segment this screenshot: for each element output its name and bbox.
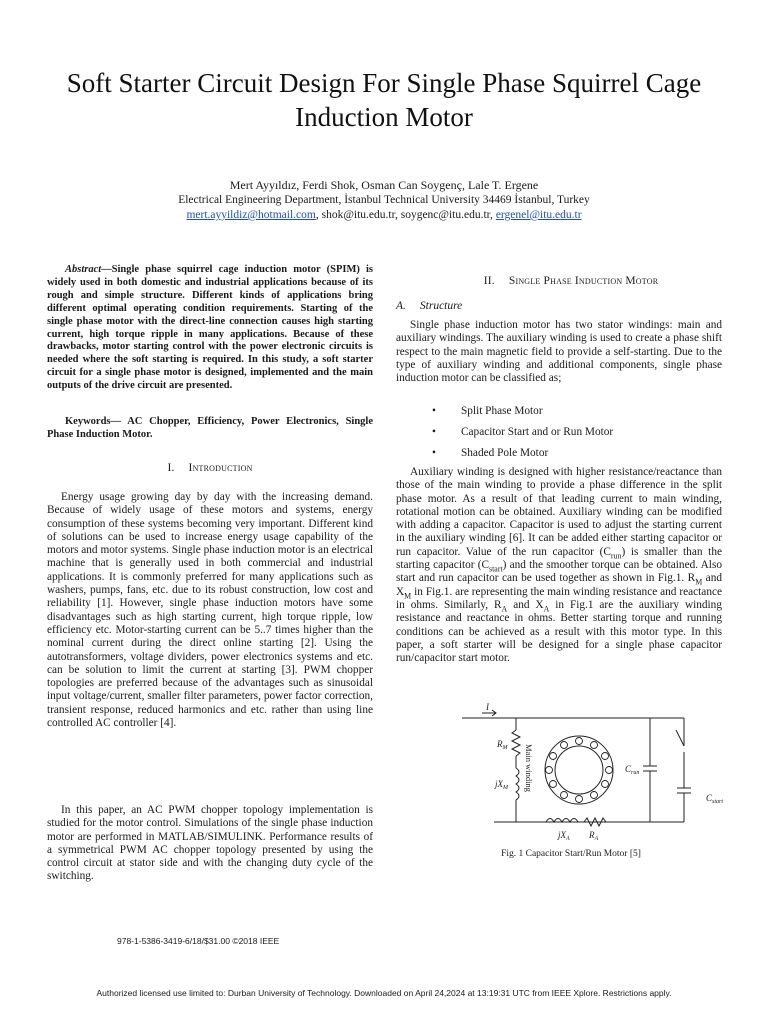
subsection-title: Structure [419,300,463,312]
subscript: A [501,604,508,614]
bullet-dot: • [432,426,436,438]
inductor-xa [546,819,578,823]
email-link-ayyildiz[interactable]: mert.ayyildiz@hotmail.com [186,209,316,221]
centrifugal-switch [676,730,684,746]
para-text: ) is smaller than the starting capacitor (C [396,545,722,572]
section-title: Introduction [188,462,253,474]
subscript: M [695,577,703,587]
intro-paragraph-1: Energy usage growing day by day with the increasing demand. Because of widely usage of these motors and systems, energy consumption of these systems becoming very important. Different kind of solutions can be used to increase energy usage capability of the motors and motor systems. Single phase induction motor is an electrical machine that is generally used in both commercial and industrial applications. It is commonly preferred for many applications such as washers, pumps, fans, etc. due to its robust construction, low cost and reliability [1]. However, single phase induction motors have some disadvantages such as high starting current, high torque ripple, low efficiency etc. Motor-starting current can be 5..7 times higher than the nominal current during the direct online starting [2]. Using the autotransformers, voltage dividers, power electronics systems and etc. can be solution to limit the current at starting [3]. PWM chopper topologies are preferred because of the advantages such as sinusoidal input voltage/current, smaller filter parameters, power factor correction, transient response, reduced harmonics and etc. rather than using line controlled AC controller [4]. [47,491,373,730]
para-text: Auxiliary winding is designed with higher resistance/reactance than those of the main winding to provide a phase difference in the split phase motor. As a result of that leading current to main winding, rotational motion can be obtained. Auxiliary winding can be modified with adding a capacitor. Capacitor is used to adjust the starting current in the auxiliary winding [6]. It can be added either starting capacitor or run capacitor. Value of the run capacitor (C [396,466,722,558]
structure-paragraph-1: Single phase induction motor has two stator windings: main and auxiliary windings. The auxiliary winding is used to create a phase shift respect to the main magnetic field to provide a self-starting. Due to the type of auxiliary winding and additional components, single phase induction motor can be classified as; [396,319,722,385]
abstract [47,264,373,393]
para-text: ) and the smoother torque can be obtained. Also start and run capacitor can be used together as shown in Fig.1. R [396,559,722,585]
capacitor-start-run-motor-diagram [454,700,744,842]
main-winding-label: Main winding [524,744,534,792]
xa-label: $jX_A$ [558,830,570,842]
subsection-number: A. [396,300,406,312]
author-list: Mert Ayyıldız, Ferdi Shok, Osman Can Soygenç, Lale T. Ergene [229,178,539,192]
license-footer: Authorized licensed use limited to: Durban University of Technology. Downloaded on April 24,2024 at 13:19:31 UTC from IEEE Xplore. Restrictions apply. [96,988,672,998]
subscript: A [543,604,550,614]
section-heading-introduction [47,461,373,475]
subscript: M [404,590,412,600]
isbn-footer: 978-1-5386-3419-6/18/$31.00 ©2018 IEEE [117,936,280,946]
resistor-rm [512,730,520,756]
inductor-xm [516,768,519,800]
rotor-circle [555,746,603,794]
subscript: start [489,564,503,574]
section-number: II. [483,275,495,287]
structure-paragraph-2 [396,466,722,665]
paper-title: Soft Starter Circuit Design For Single Phase Squirrel Cage Induction Motor [66,68,702,132]
bullet-dot: • [432,405,436,417]
para-text: in Fig.1. are representing the main winding resistance and reactance in ohms. Similarly, R [396,585,722,611]
figure-caption: Fig. 1 Capacitor Start/Run Motor [5] [501,849,641,859]
email-link-ergene[interactable]: ergenel@itu.edu.tr [495,209,582,221]
ra-label: $R_A$ [589,830,599,842]
para-text: and X [396,572,722,598]
affiliation: Electrical Engineering Department, İstanbul Technical University 34469 İstanbul, Turkey [178,194,590,206]
xm-label: $jX_M$ [495,779,508,791]
email-line [40,208,728,223]
intro-paragraph-2: In this paper, an AC PWM chopper topology implementation is studied for the motor control. Simulations of the single phase induction motor are performed in MATLAB/SIMULINK. Performance results of a symmetrical PWM AC chopper topology presented by using the control circuit at stator side and with the changing duty cycle of the switching. [47,804,373,883]
section-title: Single Phase Induction Motor [508,275,659,287]
email-text-middle: , shok@itu.edu.tr, soygenc@itu.edu.tr, [315,209,496,221]
para-text: and X [507,598,544,611]
cstart-label: $C_{start}$ [706,793,724,805]
keywords: Keywords— AC Chopper, Efficiency, Power Electronics, Single Phase Induction Motor. [47,416,373,440]
para-text: in Fig.1 are the auxiliary winding resistance and reactance in ohms. Better starting torque and running conditions can be achieved as a result with this motor type. In this paper, a soft starter will be designed for a single phase capacitor run/capacitor start motor. [396,598,722,665]
section-number: I. [167,462,175,474]
section-heading-spim [396,274,746,288]
subsection-heading-structure [396,300,462,312]
list-item-text: Shaded Pole Motor [461,447,549,459]
abstract-text: —Single phase squirrel cage induction motor (SPIM) is widely used in both domestic and industrial applications because of its rough and simple structure. Different kinds of applications bring different optimal operating condition requirements. Starting of the single phase motor with the direct-line connection causes high starting current, high torque ripple in many applications. Because of these drawbacks, motor starting control with the power electronic circuits is needed where the soft starting is required. In this study, a soft starter circuit for a single phase motor is designed, implemented and the main outputs of the drive circuit are presented. [47,264,373,392]
subscript: run [610,551,622,561]
crun-label: $C_{run}$ [625,764,640,776]
rm-label: $R_M$ [497,739,508,751]
list-item-text: Capacitor Start and or Run Motor [461,426,614,438]
bullet-dot: • [432,447,436,459]
rotor-bars [546,738,613,803]
list-item-text: Split Phase Motor [461,405,543,417]
abstract-lead: Abstract [65,264,102,275]
current-label: I [486,702,489,712]
